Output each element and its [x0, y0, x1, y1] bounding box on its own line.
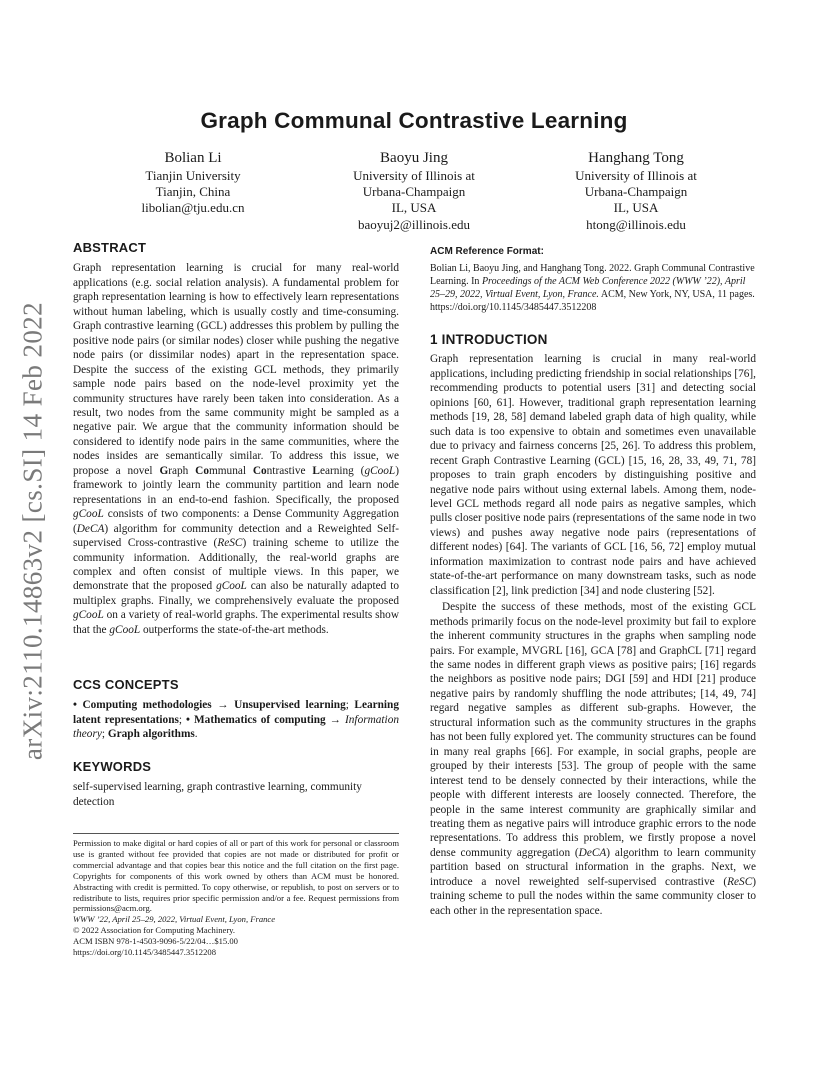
author-name: Baoyu Jing: [380, 150, 448, 166]
footnote: [73, 838, 399, 958]
author-affiliation: Tianjin University: [145, 168, 241, 183]
doi-line: https://doi.org/10.1145/3485447.3512208: [73, 947, 216, 958]
author-location: IL, USA: [391, 200, 437, 216]
acm-reference-section: [430, 245, 756, 314]
keywords-heading: KEYWORDS: [73, 759, 152, 774]
intro-paragraph-1: Graph representation learning is crucial in many real-world applications, including predicting friendship in social relationships [76], recommending products to potential users [31] and detecting social opinions [60, 61]. However, traditional graph representation learning methods [19, 28, 58] demand labeled graph data of high quality, while such data is too expensive to obtain and sometimes even unavailable due to privacy and fairness concerns [25, 26]. To address this problem, recent Graph Contrastive Learning (GCL) [15, 16, 28, 33, 49, 71, 78] proposes to train graph encoders by distinguishing positive and negative node pairs without using external labels. Among them, node-level GCL methods regard all node pairs as negative samples, which pulls closer positive node pairs (representations of the same node in two views) and pushes away negative node pairs (representations of different nodes) [64]. The variants of GCL [16, 56, 72] employ mutual information maximization to contrast node pairs and have achieved state-of-the-art performance on many downstream tasks, such as node classification [2], link prediction [34] and node clustering [52].: [430, 353, 756, 597]
introduction-heading: 1 INTRODUCTION: [430, 332, 548, 347]
acm-reference-heading: ACM Reference Format:: [430, 246, 544, 257]
author-1: [93, 148, 293, 217]
intro-paragraph-2: Despite the success of these methods, most of the existing GCL methods primarily focus on the node-level proximity but fail to explore the inherent community structures in the graphs when sampling node pairs. For example, MVGRL [16], GCA [78] and GraphCL [71] regard the same nodes in different graph views as positive pairs; [16] regards the neighbors as positive node pairs; DGI [59] and HDI [21] produce negative pairs by randomly shuffling the node attributes; [14, 49, 74] regard negative samples as different sub-graphs. However, the structural information such as the community structures in the graphs has not been fully explored yet. The community structures can be found in many real graphs [66]. For example, in social graphs, people are grouped by their interests [53]. The group of people with the same interest tend to be densely connected by their interactions, while the people with different interests are loosely connected. Therefore, the people in the same interest community are graphically similar and treating them as negative pairs will introduce graphic errors to the node representations. To address this problem, we firstly propose a novel dense community aggregation (DeCA) algorithm to learn community partition based on structural information in the graphs. Next, we introduce a novel reweighted self-supervised contrastive (ReSC) training scheme to pull the nodes within the same community closer to each other in the representation space.: [430, 601, 756, 917]
author-name: Hanghang Tong: [588, 150, 684, 166]
author-affiliation: University of Illinois at: [575, 168, 697, 183]
abstract-text: Graph representation learning is crucial for many real-world applications (e.g. social relation analysis). A fundamental problem for graph representation learning is how to effectively learn representations without human labeling, which is usually costly and time-consuming. Graph contrastive learning (GCL) addresses this problem by pulling the positive node pairs (or similar nodes) closer while pushing the negative node pairs (or dissimilar nodes) apart in the representation space. Despite the success of the existing GCL methods, they primarily sample node pairs based on the node-level proximity yet the community structures have rarely been taken into consideration. As a result, two nodes from the same community might be sampled as a negative pair. We argue that the community information should be considered to identify node pairs in the same communities, where the nodes insides are semantically similar. To address this issue, we propose a novel Graph Communal Contrastive Learning (gCooL) framework to jointly learn the community partition and learn node representations in an end-to-end fashion. Specifically, the proposed gCooL consists of two components: a Dense Community Aggregation (DeCA) algorithm for community detection and a Reweighted Self-supervised Cross-contrastive (ReSC) training scheme to utilize the community information. Additionally, the real-world graphs are complex and often consist of multiple views. In this paper, we demonstrate that the proposed gCooL can also be naturally adapted to multiplex graphs. Finally, we comprehensively evaluate the proposed gCooL on a variety of real-world graphs. The experimental results show that the gCooL outperforms the state-of-the-art methods.: [73, 262, 399, 636]
keywords-text: self-supervised learning, graph contrastive learning, community detection: [73, 781, 362, 808]
author-affiliation-2: Urbana-Champaign: [584, 184, 688, 200]
paper-title: Graph Communal Contrastive Learning: [200, 108, 628, 133]
author-email: baoyuj2@illinois.edu: [358, 216, 470, 232]
ccs-heading: CCS CONCEPTS: [73, 677, 179, 692]
acm-reference-text: Bolian Li, Baoyu Jing, and Hanghang Tong. 2022. Graph Communal Contrastive Learning. In Proceedings of the ACM Web Conference 2022 (WWW ’22), April 25–29, 2022, Virtual Event, Lyon, France. ACM, New York, NY, USA, 11 pages. https://doi.org/10.1145/3485447.3512208: [430, 263, 755, 314]
ccs-text: • Computing methodologies → Unsupervised learning; Learning latent representations; • Mathematics of computing → Information theory; Graph algorithms.: [73, 699, 399, 741]
ccs-section: [73, 678, 399, 742]
keywords-section: [73, 760, 399, 809]
introduction-section: [430, 333, 756, 918]
author-email: htong@illinois.edu: [586, 216, 686, 232]
arxiv-stamp: arXiv:2110.14863v2 [cs.SI] 14 Feb 2022: [17, 301, 48, 761]
permission-notice: Permission to make digital or hard copies of all or part of this work for personal or classroom use is granted without fee provided that copies are not made or distributed for profit or commercial advantage and that copies bear this notice and the full citation on the first page. Copyrights for components of this work owned by others than ACM must be honored. Abstracting with credit is permitted. To copy otherwise, or republish, to post on servers or to redistribute to lists, requires prior specific permission and/or a fee. Request permissions from permissions@acm.org.: [73, 838, 399, 914]
author-name: Bolian Li: [164, 150, 222, 166]
author-affiliation: University of Illinois at: [353, 168, 475, 183]
abstract-heading: ABSTRACT: [73, 240, 147, 255]
author-3: [536, 148, 736, 233]
author-location: IL, USA: [613, 200, 659, 216]
author-2: [314, 148, 514, 233]
author-email: libolian@tju.edu.cn: [141, 200, 245, 216]
author-affiliation-2: Urbana-Champaign: [362, 184, 466, 200]
copyright-line: © 2022 Association for Computing Machinery.: [73, 925, 236, 936]
isbn-line: ACM ISBN 978-1-4503-9096-5/22/04…$15.00: [73, 936, 238, 947]
venue-line: WWW ’22, April 25–29, 2022, Virtual Event, Lyon, France: [73, 914, 276, 925]
footnote-divider: [73, 833, 399, 834]
abstract-section: [73, 241, 399, 637]
author-location: Tianjin, China: [155, 184, 231, 200]
